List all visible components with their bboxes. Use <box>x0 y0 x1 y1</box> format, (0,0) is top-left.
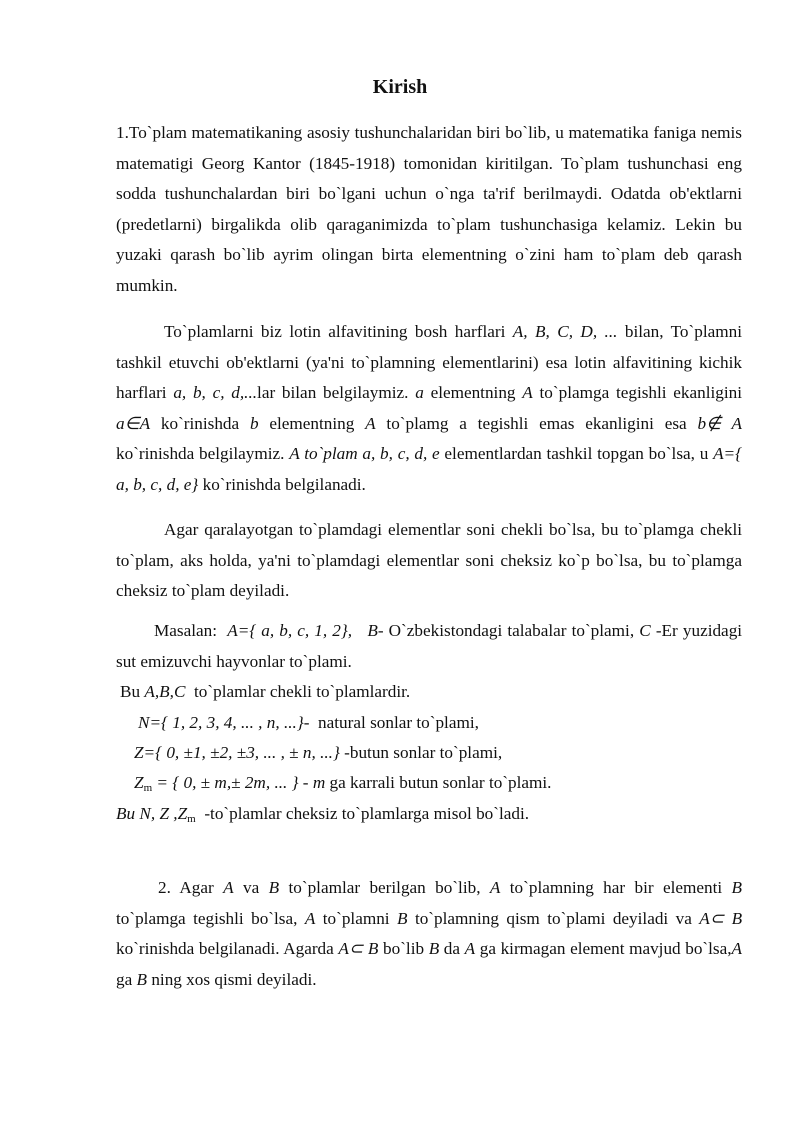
paragraph-subset: 2. Agar A va B to`plamlar berilgan bo`lib, A to`plamning har bir elementi B to`plamga tegishli bo`lsa, A to`plamni B to`plamning qism to`plami deyiladi va A⊂ B ko`rinishda belgilanadi. Agarda A⊂ B bo`lib B da A ga kirmagan element mavjud bo`lsa,A ga B ning xos qismi deyiladi. <box>116 878 743 989</box>
page-title: Kirish <box>372 76 428 98</box>
example-infinite-summary: Bu N, Z $,Z_m$ -to`plamlar cheksiz to`plamlarga misol bo`ladi. <box>116 804 530 825</box>
example-multiples: $Z_m$ = { 0, ± m,± 2m, ... } - m ga karrali butun sonlar to`plami. <box>134 773 552 794</box>
paragraph-finite-infinite: Agar qaralayotgan to`plamdagi elementlar soni chekli bo`lsa, bu to`plamga chekli to`plam, aks holda, ya'ni to`plamdagi elementlar soni cheksiz ko`p bo`lsa, bu to`plamga cheksiz to`plam deyiladi. <box>116 520 742 601</box>
example-natural-numbers: N={ 1, 2, 3, 4, ... , n, ...}- natural sonlar to`plami, <box>138 713 479 732</box>
example-line-finite: Bu A,B,C to`plamlar chekli to`plamlardir. <box>120 682 411 701</box>
example-integers: Z={ 0, ±1, ±2, ±3, ... , ± n, ...} -butun sonlar to`plami, <box>134 743 503 762</box>
paragraph-notation: To`plamlarni biz lotin alfavitining bosh harflari A, B, C, D, ... bilan, To`plamni tashkil etuvchi ob'ektlarni (ya'ni to`plamning elementlarini) esa lotin alfavitining kichik harflari a, b, c, d,...lar bilan belgilaymiz. a elementning A to`plamga tegishli ekanligini a∈A ko`rinishda b elementning A to`plamg a tegishli emas ekanligini esa b∉ A ko`rinishda belgilaymiz. A to`plam a, b, c, d, e elementlardan tashkil topgan bo`lsa, u A={ a, b, c, d, e} ko`rinishda belgilanadi. <box>116 322 743 494</box>
paragraph-intro: 1.To`plam matematikaning asosiy tushunchalaridan biri bo`lib, u matematika faniga nemis matematigi Georg Kantor (1845-1918) tomonidan kiritilgan. To`plam tushunchasi eng sodda tushunchalardan biri bo`lgani uchun o`nga ta'rif berilmaydi. Odatda ob'ektlarni (predetlarni) birgalikda olib qaraganimizda to`plam tushunchasiga kelamiz. Lekin bu yuzaki qarash bo`lib ayrim olingan birta elementning o`zini ham to`plam deb qarash mumkin. <box>116 123 742 295</box>
example-line-1: Masalan: A={ a, b, c, 1, 2}, B- O`zbekistondagi talabalar to`plami, C -Er yuzidagi sut emizuvchi hayvonlar to`plami. <box>116 621 743 671</box>
